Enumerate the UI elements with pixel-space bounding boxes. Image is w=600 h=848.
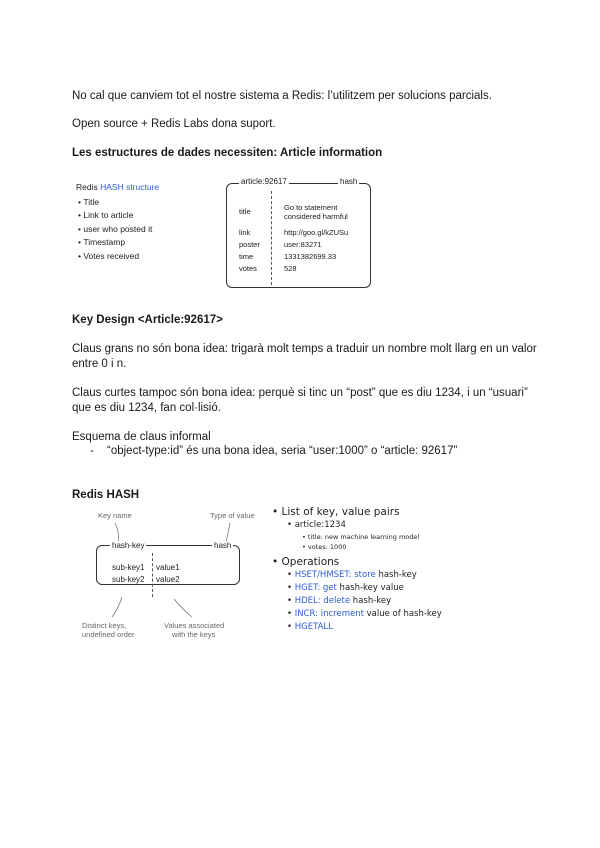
list-item: • Votes received [76, 250, 159, 264]
list-item: • article:1234 [272, 519, 442, 532]
field-key: time [239, 252, 254, 261]
field-key: link [239, 228, 251, 237]
field-value: http://goo.gl/kZUSu [284, 228, 349, 237]
redis-hash-bullets [272, 505, 442, 634]
hash-key-label: hash-key [112, 541, 145, 550]
field-value: Go to statement [284, 203, 338, 212]
subkey-1: sub-key1 [112, 563, 145, 572]
distinct-keys-label: Distinct keys, [82, 621, 127, 630]
list-item: • Timestamp [76, 236, 159, 250]
list-item: • HSET/HMSET: store hash-key [272, 569, 442, 582]
heading-redis-hash: Redis HASH [72, 489, 140, 501]
large-keys-paragraph-cont: entre 0 i n. [72, 358, 127, 370]
type-of-value-label: Type of value [210, 511, 255, 520]
value-1: value1 [156, 563, 180, 572]
hash-structure-title: Redis HASH structure [76, 182, 160, 192]
subkey-2: sub-key2 [112, 575, 145, 584]
list-item: • title: new machine learning model [272, 532, 442, 542]
short-keys-paragraph-cont: que es diu 1234, fan col·lisió. [72, 402, 221, 414]
field-value: considered harmful [284, 212, 348, 221]
divider [152, 553, 153, 597]
list-dash: - [90, 445, 94, 457]
list-item: • INCR: increment value of hash-key [272, 608, 442, 621]
field-value: 1331382699.33 [284, 252, 337, 261]
value-2: value2 [156, 575, 180, 584]
field-value: user:83271 [284, 240, 322, 249]
list-item: • HGET: get hash-key value [272, 582, 442, 595]
heading-key-design: Key Design <Article:92617> [72, 314, 223, 326]
heading-article-info: Les estructures de dades necessiten: Article information [72, 147, 383, 159]
redis-hash-diagram [82, 505, 255, 645]
list-item: • votes: 1000 [272, 542, 442, 552]
list-item: “object-type:id” és una bona idea, seria “user:1000” o “article: 92617” [107, 445, 458, 457]
list-item: • HGETALL [272, 621, 442, 634]
article-hash-diagram [226, 177, 371, 288]
support-paragraph: Open source + Redis Labs dona suport. [72, 118, 276, 130]
list-item: • Title [76, 196, 159, 210]
list-item: • user who posted it [76, 223, 159, 237]
field-value: 528 [284, 264, 297, 273]
field-key: poster [239, 240, 260, 249]
intro-paragraph: No cal que canviem tot el nostre sistema a Redis: l’utilitzem per solucions parcials. [72, 90, 492, 102]
large-keys-paragraph: Claus grans no són bona idea: trigarà molt temps a traduir un nombre molt llarg en un valor [72, 343, 537, 355]
key-name-label: Key name [98, 511, 132, 520]
field-key: votes [239, 264, 257, 273]
schema-paragraph: Esquema de claus informal [72, 431, 211, 443]
hash-type-label: hash [340, 177, 358, 186]
list-item: • List of key, value pairs [272, 505, 442, 519]
list-item: • Link to article [76, 209, 159, 223]
divider [271, 191, 272, 285]
list-item: • Operations [272, 555, 442, 569]
list-item: • HDEL: delete hash-key [272, 595, 442, 608]
hash-structure-list [76, 181, 159, 263]
hash-type-label: hash [214, 541, 232, 550]
hash-key-label: article:92617 [241, 177, 287, 186]
distinct-keys-label-cont: undefined order [82, 630, 135, 639]
values-label: Values associated [164, 621, 225, 630]
short-keys-paragraph: Claus curtes tampoc són bona idea: perquè si tinc un “post” que es diu 1234, i un “usuari” [72, 387, 528, 399]
field-key: title [239, 207, 251, 216]
values-label-cont: with the keys [172, 630, 216, 639]
